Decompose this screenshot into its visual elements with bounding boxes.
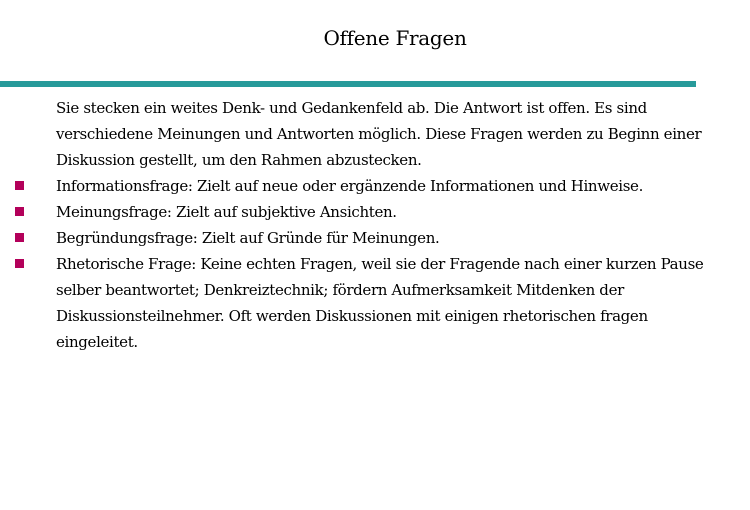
- square-bullet-icon: [15, 259, 24, 268]
- square-bullet-icon: [15, 181, 24, 190]
- intro-paragraph: Sie stecken ein weites Denk- und Gedankenfeld ab. Die Antwort ist offen. Es sind verschiedene Meinungen und Antworten möglich. Diese Fragen werden zu Beginn einer Diskussion gestellt, um den Rahmen abzustecken.: [56, 99, 702, 169]
- list-item-text: Begründungsfrage: Zielt auf Gründe für Meinungen.: [56, 229, 440, 247]
- slide-title: Offene Fragen: [323, 26, 467, 50]
- title-divider: [0, 81, 696, 87]
- slide-body: [56, 95, 721, 355]
- list-item: [56, 199, 721, 225]
- list-item: [56, 251, 721, 355]
- square-bullet-icon: [15, 207, 24, 216]
- list-item-text: Informationsfrage: Zielt auf neue oder ergänzende Informationen und Hinweise.: [56, 177, 643, 195]
- square-bullet-icon: [15, 233, 24, 242]
- list-item-text: Rhetorische Frage: Keine echten Fragen, weil sie der Fragende nach einer kurzen Pause selber beantwortet; Denkreiztechnik; fördern Aufmerksamkeit Mitdenken der Diskussionsteilnehmer. Oft werden Diskussionen mit einigen rhetorischen fragen eingeleitet.: [56, 255, 704, 351]
- list-item: [56, 173, 721, 199]
- list-item-text: Meinungsfrage: Zielt auf subjektive Ansichten.: [56, 203, 397, 221]
- bullet-list: [56, 173, 721, 355]
- list-item: [56, 225, 721, 251]
